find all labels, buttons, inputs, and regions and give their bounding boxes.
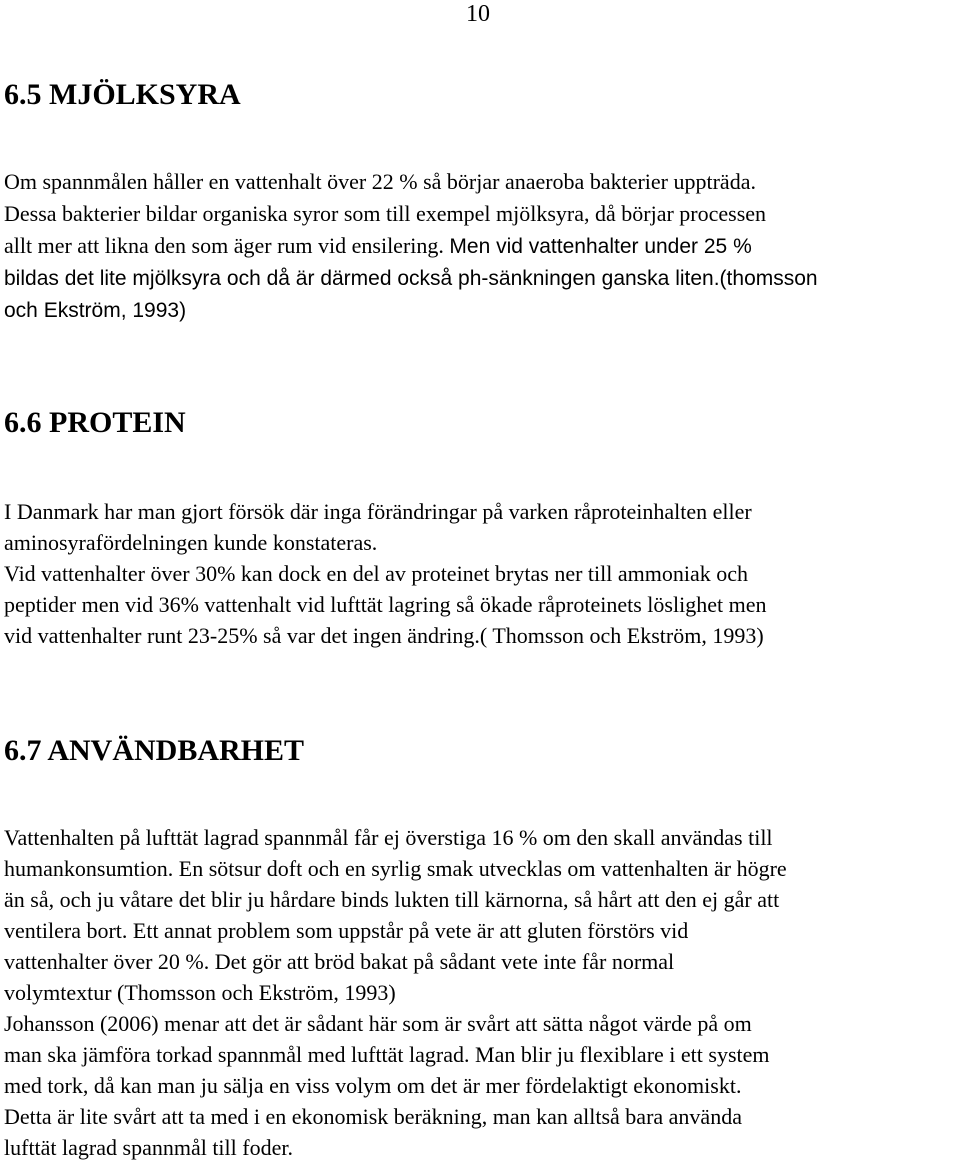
text-line: än så, och ju våtare det blir ju hårdare binds lukten till kärnorna, så hårt att den ej går att <box>4 887 780 912</box>
text-line: I Danmark har man gjort försök där inga förändringar på varken råproteinhalten eller <box>4 499 752 524</box>
page-number: 10 <box>466 1 490 27</box>
text-line: volymtextur (Thomsson och Ekström, 1993) <box>4 980 396 1005</box>
text-line: med tork, då kan man ju sälja en viss volym om det är mer fördelaktigt ekonomiskt. <box>4 1073 742 1098</box>
text-line: humankonsumtion. En sötsur doft och en syrlig smak utvecklas om vattenhalten är högre <box>4 856 787 881</box>
text-line: peptider men vid 36% vattenhalt vid lufttät lagring så ökade råproteinets löslighet men <box>4 592 767 617</box>
text-line: Johansson (2006) menar att det är sådant här som är svårt att sätta något värde på om <box>4 1011 752 1036</box>
text-line: man ska jämföra torkad spannmål med lufttät lagrad. Man blir ju flexiblare i ett system <box>4 1042 770 1067</box>
section-heading-mjolksyra: 6.5 MJÖLKSYRA <box>4 78 241 111</box>
text-line: Vid vattenhalter över 30% kan dock en del av proteinet brytas ner till ammoniak och <box>4 561 748 586</box>
text-line: Dessa bakterier bildar organiska syror som till exempel mjölksyra, då börjar processen <box>4 201 767 226</box>
text-line: bildas det lite mjölksyra och då är därmed också ph-sänkningen ganska liten.(thomsson <box>4 267 818 290</box>
text-line: och Ekström, 1993) <box>4 299 187 322</box>
text-line: ventilera bort. Ett annat problem som uppstår på vete är att gluten förstörs vid <box>4 918 689 943</box>
text-line: vid vattenhalter runt 23-25% så var det ingen ändring.( Thomsson och Ekström, 1993) <box>4 623 764 648</box>
text-line: allt mer att likna den som äger rum vid ensilering. Men vid vattenhalter under 25 % <box>4 233 752 258</box>
text-line: Om spannmålen håller en vattenhalt över 22 % så börjar anaeroba bakterier uppträda. <box>4 169 756 194</box>
section-heading-protein: 6.6 PROTEIN <box>4 406 186 439</box>
text-line: Detta är lite svårt att ta med i en ekonomisk beräkning, man kan alltså bara använda <box>4 1104 742 1129</box>
section-heading-anvandbarhet: 6.7 ANVÄNDBARHET <box>4 734 305 767</box>
text-line: Vattenhalten på lufttät lagrad spannmål får ej överstiga 16 % om den skall användas till <box>4 825 773 850</box>
text-line: aminosyrafördelningen kunde konstateras. <box>4 530 378 555</box>
text-line: vattenhalter över 20 %. Det gör att bröd bakat på sådant vete inte får normal <box>4 949 675 974</box>
section-body-mjolksyra <box>4 166 960 326</box>
section-body-protein <box>4 496 960 651</box>
section-body-anvandbarhet <box>4 822 960 1163</box>
text-line: lufttät lagrad spannmål till foder. <box>4 1135 293 1160</box>
